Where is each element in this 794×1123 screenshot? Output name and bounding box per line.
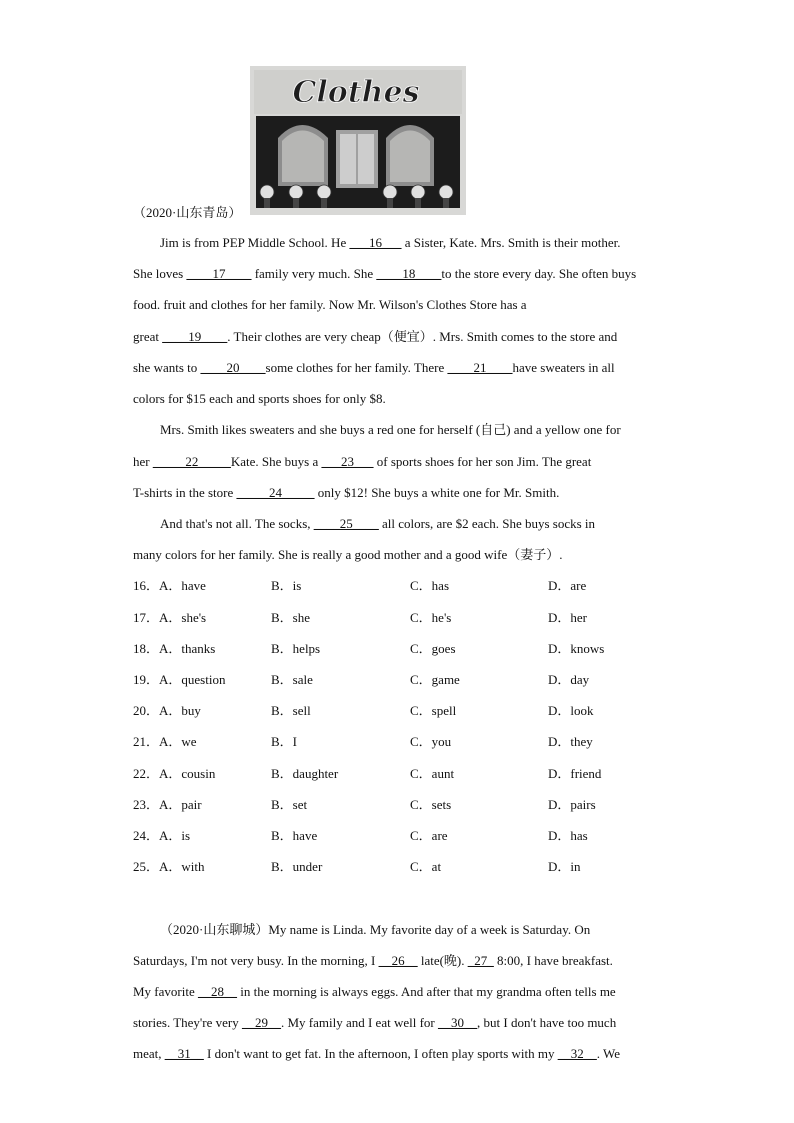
passage-text: have sweaters in all: [512, 360, 615, 375]
passage-text: Mrs. Smith likes sweaters and she buys a red one for herself (自己) and a yellow one for: [160, 422, 621, 437]
question-option-row: [133, 578, 693, 594]
answer-blank[interactable]: _27_: [467, 953, 494, 968]
passage-text: Saturdays, I'm not very busy. In the morning, I: [133, 953, 379, 968]
passage-text: family very much. She: [251, 266, 377, 281]
answer-option[interactable]: B．under: [271, 859, 323, 874]
passage1-source: （2020·山东青岛）: [133, 205, 242, 220]
passage1-line: [133, 454, 591, 470]
answer-blank[interactable]: __31__: [164, 1046, 204, 1061]
passage-text: colors for $15 each and sports shoes for only $8.: [133, 391, 386, 406]
passage-text: . My family and I eat well for: [280, 1015, 439, 1030]
question-option-row: [133, 797, 693, 813]
passage-text: stories. They're very: [133, 1015, 242, 1030]
answer-blank[interactable]: __30__: [438, 1015, 478, 1030]
passage1-line: [133, 266, 636, 282]
passage-text: meat,: [133, 1046, 165, 1061]
answer-option[interactable]: 20．A．buy: [133, 703, 201, 718]
answer-option[interactable]: D．look: [548, 703, 594, 718]
answer-option[interactable]: C．goes: [410, 641, 456, 656]
answer-blank[interactable]: __32__: [557, 1046, 597, 1061]
question-option-row: [133, 766, 693, 782]
clothes-store-illustration: [250, 66, 466, 215]
passage-text: late(晚).: [417, 953, 468, 968]
answer-option[interactable]: C．spell: [410, 703, 457, 718]
answer-blank[interactable]: ____25____: [313, 516, 379, 531]
answer-option[interactable]: D．her: [548, 610, 587, 625]
question-option-row: [133, 672, 693, 688]
answer-option[interactable]: B．is: [271, 578, 302, 593]
answer-option[interactable]: B．have: [271, 828, 318, 843]
answer-option[interactable]: B．sale: [271, 672, 313, 687]
passage-text: My favorite: [133, 984, 198, 999]
answer-blank[interactable]: ___16___: [349, 235, 402, 250]
passage1-line: [160, 422, 621, 438]
passage-text: all colors, are $2 each. She buys socks in: [378, 516, 596, 531]
answer-option[interactable]: D．has: [548, 828, 588, 843]
answer-option[interactable]: C．has: [410, 578, 450, 593]
store-sign-text: Clothes: [292, 75, 420, 110]
answer-option[interactable]: 16．A．have: [133, 578, 206, 593]
answer-option[interactable]: C．sets: [410, 797, 452, 812]
answer-option[interactable]: B．she: [271, 610, 311, 625]
answer-blank[interactable]: __26__: [378, 953, 418, 968]
passage1-line: [133, 329, 617, 345]
passage2-line: [133, 1015, 616, 1031]
question-option-row: [133, 859, 693, 875]
question-option-row: [133, 703, 693, 719]
answer-option[interactable]: B．daughter: [271, 766, 339, 781]
passage1-line: [133, 360, 615, 376]
answer-option[interactable]: B．I: [271, 734, 298, 749]
answer-option[interactable]: C．he's: [410, 610, 452, 625]
passage-text: in the morning is always eggs. And after that my grandma often tells me: [236, 984, 616, 999]
answer-blank[interactable]: _____22_____: [152, 454, 231, 469]
clothes-store-picture: [250, 66, 466, 215]
passage-text: She loves: [133, 266, 187, 281]
passage-text: 8:00, I have breakfast.: [493, 953, 613, 968]
passage-text: only $12! She buys a white one for Mr. Smith.: [314, 485, 560, 500]
passage-text: And that's not all. The socks,: [160, 516, 314, 531]
answer-blank[interactable]: ____20____: [200, 360, 266, 375]
passage1-line: [133, 297, 527, 313]
answer-blank[interactable]: __28__: [197, 984, 237, 999]
passage2-line: [160, 922, 590, 938]
passage-text: she wants to: [133, 360, 201, 375]
question-option-row: [133, 610, 693, 626]
answer-blank[interactable]: ____18____: [376, 266, 442, 281]
answer-option[interactable]: D．are: [548, 578, 587, 593]
passage1-line: [160, 516, 595, 532]
answer-option[interactable]: D．knows: [548, 641, 605, 656]
passage-text: some clothes for her family. There: [265, 360, 448, 375]
answer-option[interactable]: 22．A．cousin: [133, 766, 216, 781]
passage2-line: [133, 1046, 620, 1062]
answer-blank[interactable]: ___23___: [321, 454, 374, 469]
answer-option[interactable]: C．you: [410, 734, 452, 749]
passage-text: . Their clothes are very cheap（便宜）. Mrs. Smith comes to the store and: [227, 329, 618, 344]
answer-option[interactable]: D．they: [548, 734, 593, 749]
passage1-line: [133, 391, 386, 407]
answer-option[interactable]: C．aunt: [410, 766, 455, 781]
answer-option[interactable]: C．at: [410, 859, 442, 874]
question-option-row: [133, 641, 693, 657]
passage-text: many colors for her family. She is really a good mother and a good wife（妻子）.: [133, 547, 563, 562]
answer-blank[interactable]: ____19____: [162, 329, 228, 344]
passage-text: of sports shoes for her son Jim. The great: [373, 454, 592, 469]
passage-text: I don't want to get fat. In the afternoon, I often play sports with my: [203, 1046, 558, 1061]
answer-option[interactable]: B．helps: [271, 641, 321, 656]
answer-blank[interactable]: _____24_____: [236, 485, 315, 500]
answer-blank[interactable]: __29__: [241, 1015, 281, 1030]
answer-blank[interactable]: ____21____: [447, 360, 513, 375]
passage-text: to the store every day. She often buys: [441, 266, 637, 281]
question-option-row: [133, 734, 693, 750]
passage-text: Jim is from PEP Middle School. He: [160, 235, 350, 250]
passage-text: food. fruit and clothes for her family. Now Mr. Wilson's Clothes Store has a: [133, 297, 527, 312]
question-option-row: [133, 828, 693, 844]
passage1-line: [133, 547, 563, 563]
answer-option[interactable]: 18．A．thanks: [133, 641, 216, 656]
answer-option[interactable]: D．friend: [548, 766, 602, 781]
answer-option[interactable]: 19．A．question: [133, 672, 226, 687]
passage-text: （2020·山东聊城）My name is Linda. My favorite day of a week is Saturday. On: [160, 922, 591, 937]
answer-option[interactable]: 23．A．pair: [133, 797, 202, 812]
answer-option[interactable]: B．sell: [271, 703, 311, 718]
passage-text: . We: [596, 1046, 621, 1061]
passage-text: , but I don't have too much: [477, 1015, 617, 1030]
answer-option[interactable]: D．day: [548, 672, 590, 687]
passage-text: Kate. She buys a: [230, 454, 322, 469]
passage-text: great: [133, 329, 163, 344]
passage-text: T-shirts in the store: [133, 485, 237, 500]
passage2-line: [133, 953, 613, 969]
passage1-line: [160, 235, 620, 251]
answer-option[interactable]: C．game: [410, 672, 460, 687]
answer-option[interactable]: 21．A．we: [133, 734, 197, 749]
passage1-line: [133, 485, 559, 501]
answer-option[interactable]: C．are: [410, 828, 448, 843]
answer-option[interactable]: B．set: [271, 797, 308, 812]
answer-option[interactable]: D．pairs: [548, 797, 596, 812]
answer-option[interactable]: D．in: [548, 859, 581, 874]
answer-option[interactable]: 24．A．is: [133, 828, 191, 843]
answer-blank[interactable]: ____17____: [186, 266, 252, 281]
answer-option[interactable]: 25．A．with: [133, 859, 205, 874]
passage-text: a Sister, Kate. Mrs. Smith is their mother.: [401, 235, 621, 250]
passage-text: her: [133, 454, 153, 469]
passage2-line: [133, 984, 616, 1000]
answer-option[interactable]: 17．A．she's: [133, 610, 207, 625]
